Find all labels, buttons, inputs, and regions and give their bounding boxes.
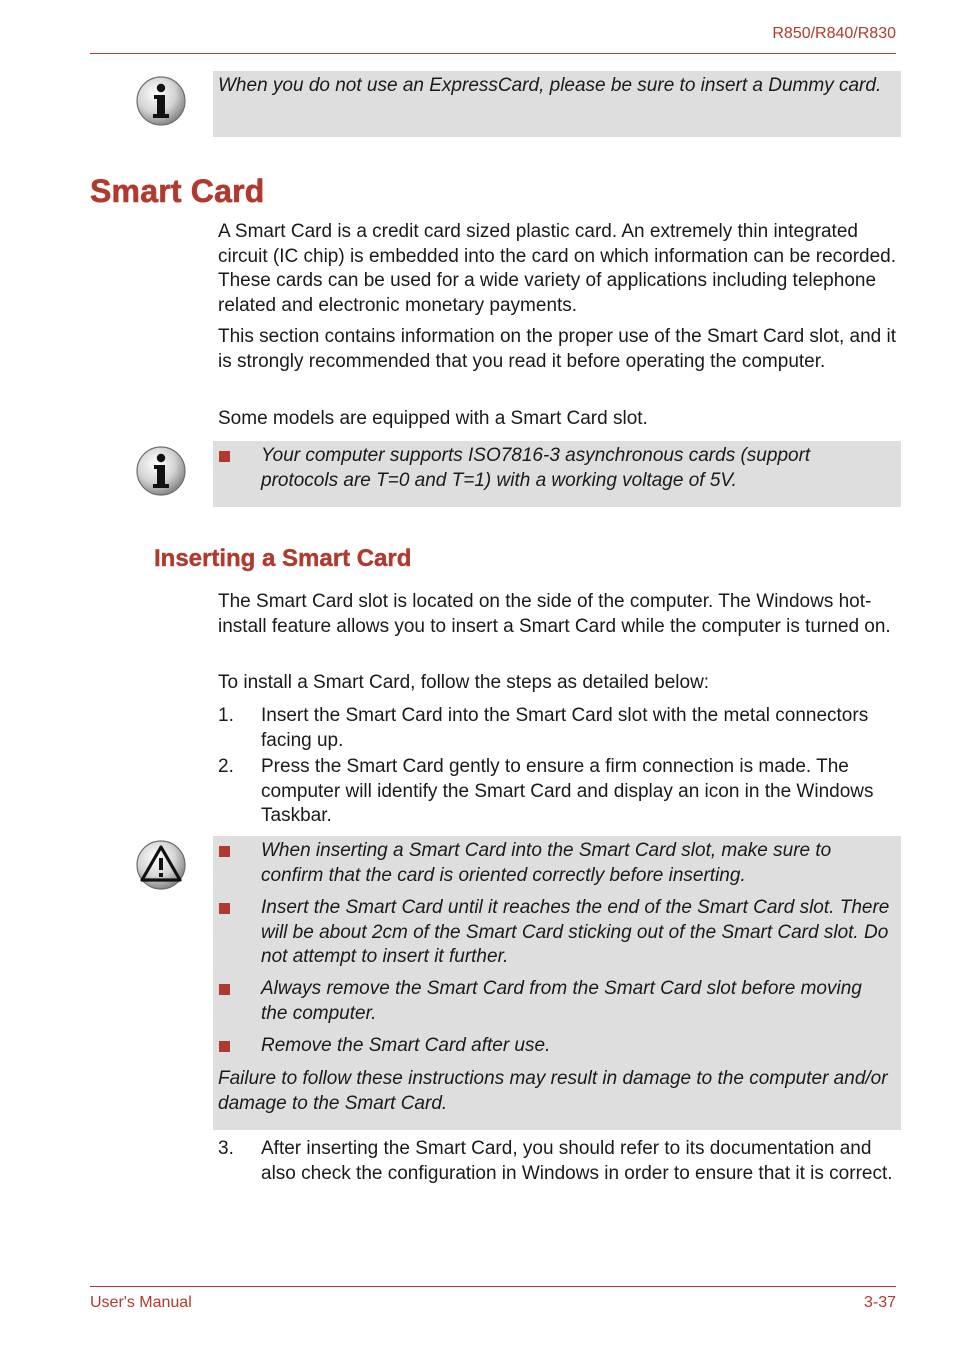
subsection-title: Inserting a Smart Card xyxy=(154,545,412,572)
step-number: 2. xyxy=(218,756,234,777)
bullet-square xyxy=(219,1041,230,1052)
step-number: 1. xyxy=(218,705,234,726)
bullet-square xyxy=(219,903,230,914)
caution-bullet-text: Remove the Smart Card after use. xyxy=(261,1035,551,1056)
paragraph: The Smart Card slot is located on the side of the computer. The Windows hot-install feature allows you to insert a Smart Card while the computer is turned on. xyxy=(218,591,891,637)
paragraph: Some models are equipped with a Smart Card slot. xyxy=(218,408,648,429)
step-text: Press the Smart Card gently to ensure a firm connection is made. The computer will identify the Smart Card and display an icon in the Windows Taskbar. xyxy=(261,756,874,826)
step-text: Insert the Smart Card into the Smart Card slot with the metal connectors facing up. xyxy=(261,705,869,751)
header-model: R850/R840/R830 xyxy=(772,25,896,42)
info-icon xyxy=(134,444,188,498)
step-text: After inserting the Smart Card, you should refer to its documentation and also check the configuration in Windows in order to ensure that it is correct. xyxy=(261,1138,893,1184)
page-number: 3-37 xyxy=(863,1294,896,1311)
caution-bullet-text: Always remove the Smart Card from the Smart Card slot before moving the computer. xyxy=(261,978,862,1024)
caution-footer-text: Failure to follow these instructions may result in damage to the computer and/or damage to the Smart Card. xyxy=(218,1068,888,1114)
bullet-square xyxy=(219,846,230,857)
caution-bullet-text: When inserting a Smart Card into the Smart Card slot, make sure to confirm that the card is oriented correctly before inserting. xyxy=(261,840,832,886)
header-rule xyxy=(90,53,896,54)
info-icon xyxy=(134,74,188,128)
bullet-square xyxy=(219,984,230,995)
footer-title: User's Manual xyxy=(90,1294,192,1311)
caution-bullet-text: Insert the Smart Card until it reaches the end of the Smart Card slot. There will be about 2cm of the Smart Card sticking out of the Smart Card slot. Do not attempt to insert it further. xyxy=(261,897,890,967)
paragraph: This section contains information on the proper use of the Smart Card slot, and it is strongly recommended that you read it before operating the computer. xyxy=(218,326,897,372)
footer-rule xyxy=(90,1286,896,1287)
paragraph: A Smart Card is a credit card sized plastic card. An extremely thin integrated circuit (IC chip) is embedded into the card on which information can be recorded. These cards can be used for a wide variety of applications including telephone related and electronic monetary payments. xyxy=(218,221,897,316)
warning-icon xyxy=(134,838,188,892)
step-number: 3. xyxy=(218,1138,234,1159)
section-title: Smart Card xyxy=(90,173,265,209)
paragraph: To install a Smart Card, follow the steps as detailed below: xyxy=(218,672,710,693)
bullet-square xyxy=(219,451,230,462)
note-bullet-text: Your computer supports ISO7816-3 asynchronous cards (support protocols are T=0 and T=1) with a working voltage of 5V. xyxy=(261,445,811,491)
note-text: When you do not use an ExpressCard, please be sure to insert a Dummy card. xyxy=(218,75,882,96)
